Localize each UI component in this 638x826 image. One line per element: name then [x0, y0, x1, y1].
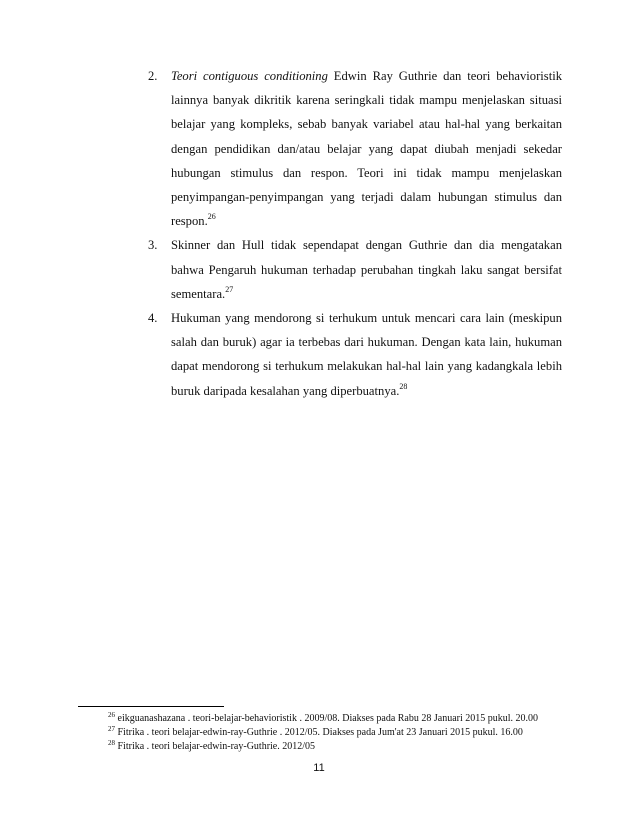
text-line: Edwin Ray Guthrie dan teori behavioristik — [327, 69, 562, 83]
text-line: Hukuman yang mendorong si terhukum untuk mencari cara lain (meskipun — [171, 311, 562, 326]
footnote — [108, 726, 523, 739]
text-line: respon. — [171, 214, 208, 229]
footnote-text: Fitrika . teori belajar-edwin-ray-Guthrie . 2012/05. Diakses pada Jum'at 23 Januari 2015 pukul. 16.00 — [117, 727, 523, 738]
footnote-number: 26 — [108, 711, 115, 719]
text-line: penyimpangan-penyimpangan yang terjadi dalam hubungan stimulus dan — [171, 190, 562, 205]
text-line: dapat mendorong si terhukum melakukan hal-hal lain yang kadangkala lebih — [171, 359, 562, 374]
footnote — [108, 712, 538, 725]
list-item-text — [171, 233, 562, 306]
list-number: 3. — [148, 238, 158, 253]
footnote-ref[interactable]: 27 — [225, 284, 234, 294]
footnote-number: 27 — [108, 725, 115, 733]
text-line: hubungan stimulus dan respon. Teori ini tidak mampu menjelaskan — [171, 165, 562, 180]
text-line: salah dan buruk) agar ia terbebas dari hukuman. Dengan kata lain, hukuman — [171, 335, 562, 350]
page-number: 11 — [313, 762, 325, 774]
footnote-ref[interactable]: 26 — [207, 212, 216, 222]
footnote — [108, 740, 315, 753]
text-line: belajar yang kompleks, sebab banyak variabel atau hal-hal yang berkaitan — [171, 117, 562, 132]
list-number: 4. — [148, 311, 158, 326]
text-line: dengan pendidikan dan/atau belajar yang dapat diubah menjadi sekedar — [171, 141, 562, 156]
text-line: Skinner dan Hull tidak sependapat dengan Guthrie dan dia mengatakan — [171, 238, 562, 253]
footnote-number: 28 — [108, 739, 115, 747]
list-item — [148, 306, 562, 403]
numbered-list — [148, 64, 562, 403]
text-line: sementara. — [171, 286, 226, 301]
italic-term: Teori contiguous conditioning — [171, 69, 328, 83]
footnote-ref[interactable]: 28 — [399, 381, 408, 391]
list-item-text — [171, 306, 562, 403]
list-item — [148, 233, 562, 306]
text-line: buruk daripada kesalahan yang diperbuatnya. — [171, 383, 400, 398]
footnote-text: eikguanashazana . teori-belajar-behavioristik . 2009/08. Diakses pada Rabu 28 Januari 2015 pukul. 20.00 — [117, 713, 539, 724]
footnote-divider — [78, 706, 224, 707]
footnote-text: Fitrika . teori belajar-edwin-ray-Guthrie. 2012/05 — [117, 741, 316, 752]
list-item-text — [171, 64, 562, 233]
list-item — [148, 64, 562, 233]
text-line: bahwa Pengaruh hukuman terhadap perubahan tingkah laku sangat bersifat — [171, 262, 562, 277]
list-number: 2. — [148, 69, 158, 83]
text-line: lainnya banyak dikritik karena seringkali tidak mampu menjelaskan situasi — [171, 93, 562, 108]
